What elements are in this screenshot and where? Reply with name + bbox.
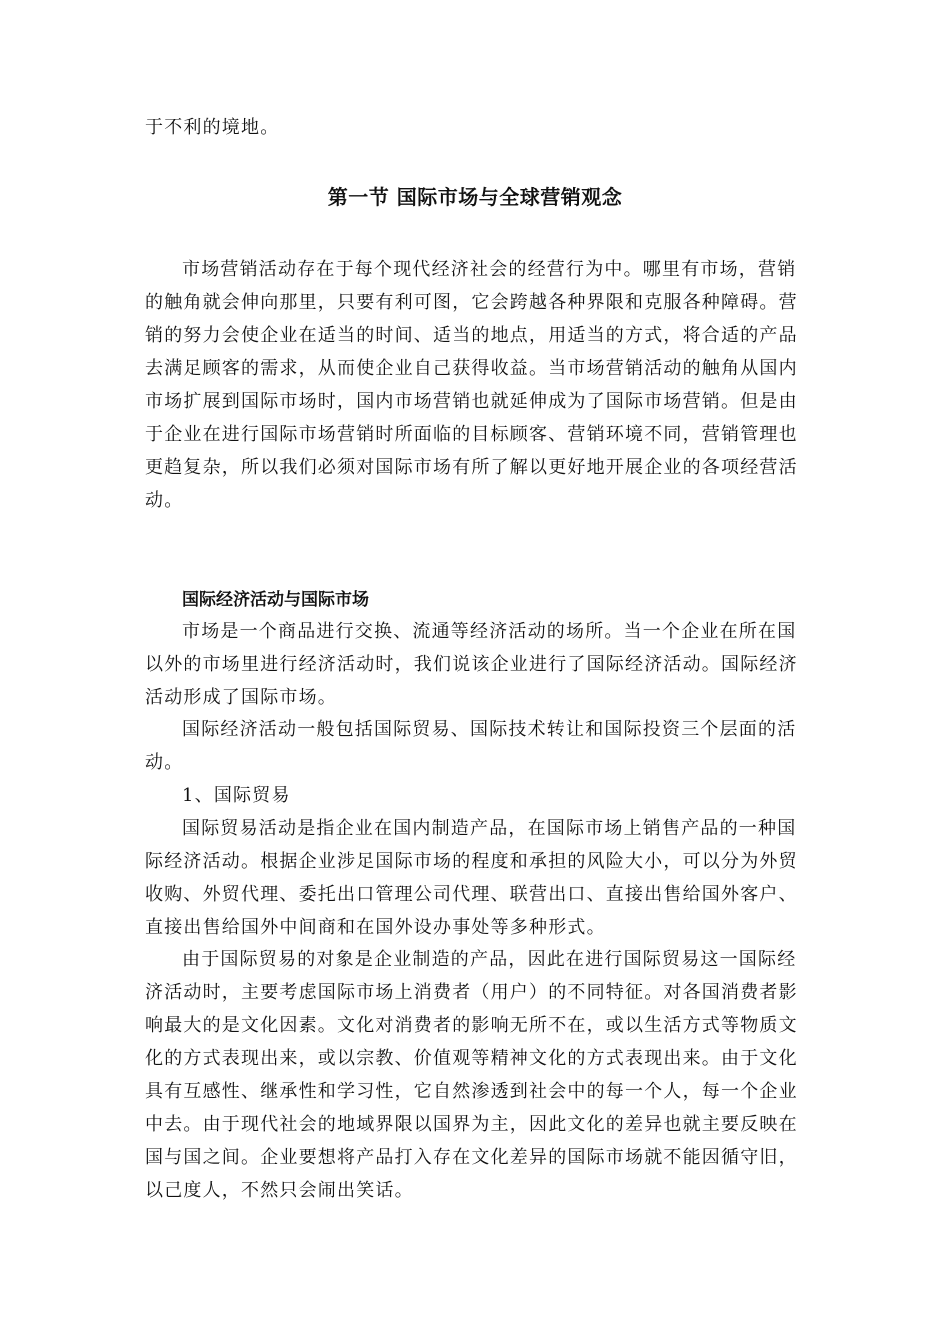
- paragraph-line: 由于国际贸易的对象是企业制造的产品，因此在进行国际贸易这一国际经: [182, 949, 797, 970]
- paragraph-line: 更趋复杂，所以我们必须对国际市场有所了解以更好地开展企业的各项经营活: [145, 457, 798, 478]
- paragraph-line: 际经济活动。根据企业涉足国际市场的程度和承担的风险大小，可以分为外贸: [145, 851, 798, 872]
- paragraph-line: 收购、外贸代理、委托出口管理公司代理、联营出口、直接出售给国外客户、: [145, 884, 798, 905]
- section-title: 第一节 国际市场与全球营销观念: [327, 185, 623, 209]
- paragraph-line: 响最大的是文化因素。文化对消费者的影响无所不在，或以生活方式等物质文: [145, 1015, 798, 1036]
- paragraph-line: 具有互感性、继承性和学习性，它自然渗透到社会中的每一个人，每一个企业: [145, 1081, 798, 1102]
- paragraph-line: 济活动时，主要考虑国际市场上消费者（用户）的不同特征。对各国消费者影: [145, 982, 798, 1003]
- paragraph-line: 的触角就会伸向那里，只要有利可图，它会跨越各种界限和克服各种障碍。营: [145, 292, 798, 313]
- paragraph-line: 国与国之间。企业要想将产品打入存在文化差异的国际市场就不能因循守旧，: [145, 1147, 798, 1168]
- paragraph-line: 化的方式表现出来，或以宗教、价值观等精神文化的方式表现出来。由于文化: [145, 1048, 798, 1069]
- paragraph-line: 于企业在进行国际市场营销时所面临的目标顾客、营销环境不同，营销管理也: [145, 424, 798, 445]
- paragraph-line: 市场营销活动存在于每个现代经济社会的经营行为中。哪里有市场，营销: [182, 259, 797, 280]
- list-item-label: 1、国际贸易: [182, 785, 291, 806]
- paragraph-line: 直接出售给国外中间商和在国外设办事处等多种形式。: [145, 917, 606, 938]
- subsection-title: 国际经济活动与国际市场: [182, 590, 369, 610]
- paragraph-continuation: 于不利的境地。: [145, 117, 280, 138]
- paragraph-line: 以己度人，不然只会闹出笑话。: [145, 1180, 414, 1201]
- paragraph-line: 国际经济活动一般包括国际贸易、国际技术转让和国际投资三个层面的活: [182, 719, 797, 740]
- paragraph-line: 动。: [145, 752, 184, 773]
- paragraph-line: 活动形成了国际市场。: [145, 687, 337, 708]
- paragraph-line: 中去。由于现代社会的地域界限以国界为主，因此文化的差异也就主要反映在: [145, 1114, 798, 1135]
- paragraph-line: 以外的市场里进行经济活动时，我们说该企业进行了国际经济活动。国际经济: [145, 654, 798, 675]
- paragraph-line: 动。: [145, 490, 184, 511]
- paragraph-line: 市场是一个商品进行交换、流通等经济活动的场所。当一个企业在所在国: [182, 621, 797, 642]
- paragraph-line: 国际贸易活动是指企业在国内制造产品，在国际市场上销售产品的一种国: [182, 818, 797, 839]
- paragraph-line: 市场扩展到国际市场时，国内市场营销也就延伸成为了国际市场营销。但是由: [145, 391, 798, 412]
- paragraph-line: 销的努力会使企业在适当的时间、适当的地点，用适当的方式，将合适的产品: [145, 325, 798, 346]
- paragraph-line: 去满足顾客的需求，从而使企业自己获得收益。当市场营销活动的触角从国内: [145, 358, 798, 379]
